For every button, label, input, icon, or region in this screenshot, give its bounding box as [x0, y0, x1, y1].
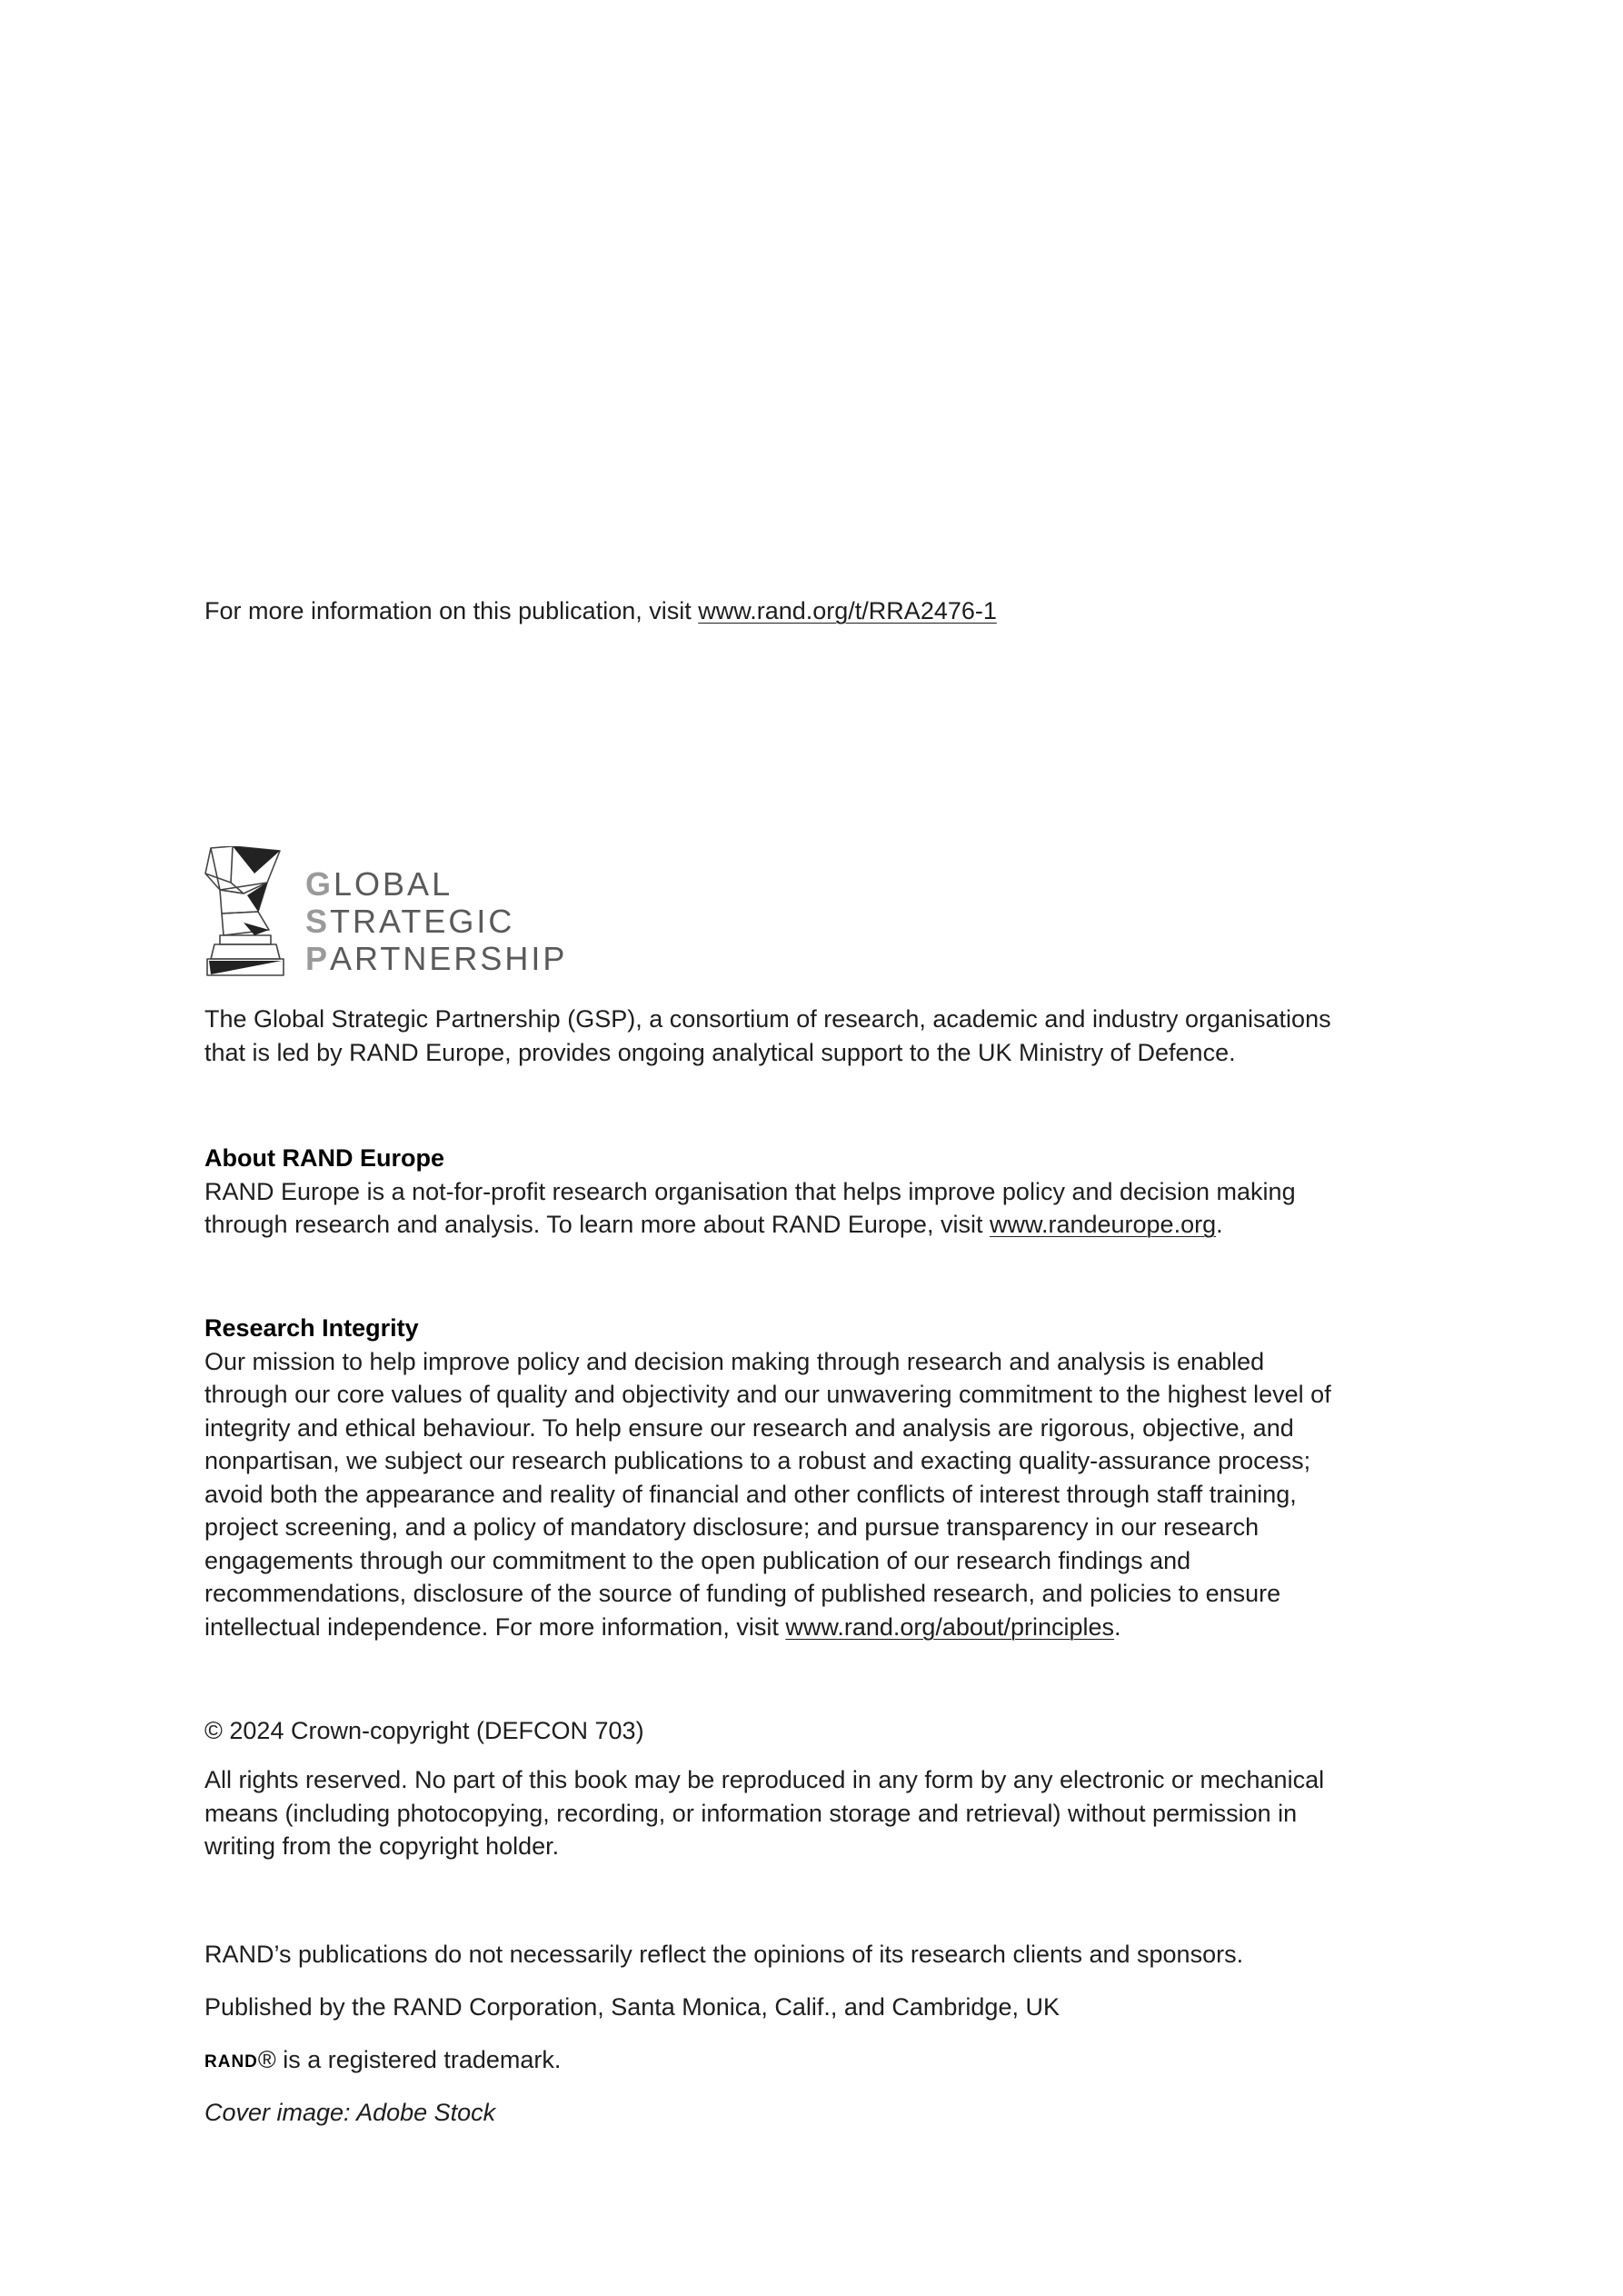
principles-link[interactable]: www.rand.org/about/principles [785, 1612, 1115, 1641]
integrity-section [204, 1312, 1349, 1643]
gsp-logo [204, 846, 568, 979]
copyright-line: © 2024 Crown-copyright (DEFCON 703) [204, 1717, 644, 1744]
chess-knight-icon [204, 846, 285, 979]
trademark-line: RAND® is a registered trademark. [204, 2046, 562, 2073]
more-info-line [204, 594, 1349, 628]
more-info-prefix: For more information on this publication, visit [204, 597, 699, 624]
publication-link[interactable]: www.rand.org/t/RRA2476-1 [698, 597, 997, 624]
opinions-disclaimer: RAND’s publications do not necessarily reflect the opinions of its research clients and sponsors. [204, 1941, 1244, 1968]
rand-wordmark: RAND [204, 2052, 258, 2071]
randeurope-link[interactable]: www.randeurope.org [989, 1211, 1217, 1238]
published-by: Published by the RAND Corporation, Santa Monica, Calif., and Cambridge, UK [204, 1993, 1060, 2021]
logo-word-partnership: PARTNERSHIP [305, 940, 568, 977]
integrity-heading: Research Integrity [204, 1314, 419, 1342]
gsp-description: The Global Strategic Partnership (GSP), a consortium of research, academic and industry organisations that is led by RAND Europe, provides ongoing analytical support to the UK Ministry of Defence. [204, 1005, 1331, 1066]
integrity-text: Our mission to help improve policy and decision making through research and analysis is enabled through our core values of quality and objectivity and our unwavering commitment to the highest level of integrity and ethical behaviour. To help ensure our research and analysis are rigorous, objective, and nonpartisan, we subject our research publications to a robust and exacting quality-assurance process; avoid both the appearance and reality of financial and other conflicts of interest through staff training, project screening, and a policy of mandatory disclosure; and pursue transparency in our research engagements through our commitment to the open publication of our research findings and recommendations, disclosure of the source of funding of published research, and policies to ensure intellectual independence. For more information, visit www.rand.org/about/principles. [204, 1347, 1331, 1641]
about-heading: About RAND Europe [204, 1144, 444, 1172]
logo-word-global: GLOBAL [305, 865, 453, 903]
rights-reserved: All rights reserved. No part of this book may be reproduced in any form by any electronic or mechanical means (including photocopying, recording, or information storage and retrieval) without permission in writing from the copyright holder. [204, 1766, 1325, 1860]
about-text: RAND Europe is a not-for-profit research organisation that helps improve policy and decision making through research and analysis. To learn more about RAND Europe, visit www.randeurope.org. [204, 1177, 1296, 1238]
logo-word-strategic: STRATEGIC [305, 903, 515, 940]
about-section [204, 1142, 1349, 1242]
cover-credit: Cover image: Adobe Stock [204, 2099, 496, 2126]
